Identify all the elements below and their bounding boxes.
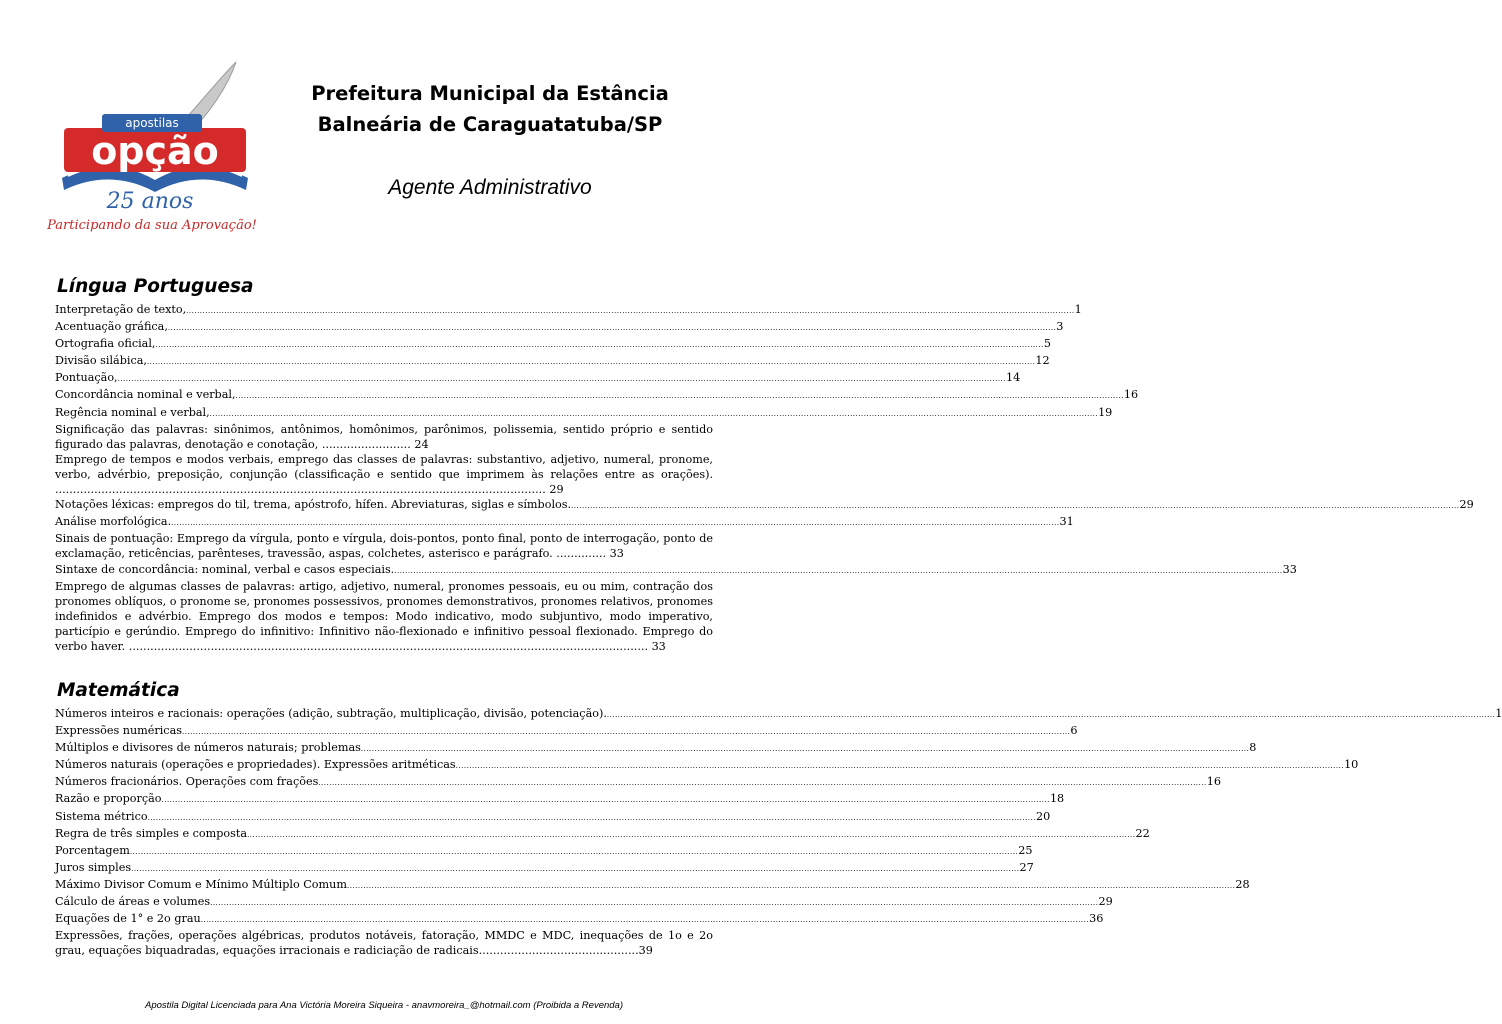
toc-entry: Significação das palavras: sinônimos, antônimos, homônimos, parônimos, polissemia, sentido próprio e sentido figurado das palavras, denotação e conotação, ......................... 24 bbox=[55, 422, 713, 451]
logo-brand-big: opção bbox=[91, 129, 219, 173]
toc-entry: Razão e proporção ..... 18 bbox=[55, 791, 713, 808]
toc-entry: Pontuação, ..... 14 bbox=[55, 370, 713, 387]
title-line-1: Prefeitura Municipal da Estância bbox=[311, 82, 669, 105]
toc-entry: Cálculo de áreas e volumes ..... 29 bbox=[55, 894, 713, 911]
toc-entry: Sintaxe de concordância: nominal, verbal e casos especiais. ..... 33 bbox=[55, 562, 713, 579]
toc-entry: Porcentagem ..... 25 bbox=[55, 843, 713, 860]
toc-entry: Sinais de pontuação: Emprego da vírgula, ponto e vírgula, dois-pontos, ponto final, ponto de interrogação, ponto de exclamação, reticências, parênteses, travessão, aspas, colchetes, asterisco e parágrafo. .............. 33 bbox=[55, 532, 713, 561]
section-title-portugues: Língua Portuguesa bbox=[57, 276, 254, 297]
toc-entry: Acentuação gráfica, ..... 3 bbox=[55, 319, 713, 336]
toc-entry: Números inteiros e racionais: operações (adição, subtração, multiplicação, divisão, potenciação). ..... 1 bbox=[55, 706, 713, 723]
logo-brand-small: apostilas bbox=[125, 116, 179, 130]
toc-entry: Expressões, frações, operações algébricas, produtos notáveis, fatoração, MMDC e MDC, inequações de 1o e 2o grau, equações biquadradas, equações irracionais e radiciação de radicais.............................................39 bbox=[55, 929, 713, 958]
toc-entry: Expressões numéricas ..... 6 bbox=[55, 723, 713, 740]
logo-tagline: Participando da sua Aprovação! bbox=[47, 218, 257, 233]
toc-entry: Notações léxicas: empregos do til, trema, apóstrofo, hífen. Abreviaturas, siglas e símbolos. ..... 29 bbox=[55, 497, 713, 514]
section-title-matematica: Matemática bbox=[57, 680, 180, 701]
toc-entry: Regência nominal e verbal, ..... 19 bbox=[55, 405, 713, 422]
document-title bbox=[270, 78, 710, 140]
toc-portugues bbox=[55, 302, 1474, 654]
document-subtitle: Agente Administrativo bbox=[388, 176, 592, 199]
toc-entry: Análise morfológica. ..... 31 bbox=[55, 514, 713, 531]
toc-entry: Emprego de algumas classes de palavras: artigo, adjetivo, numeral, pronomes pessoais, eu ou mim, contração dos pronomes oblíquos, o pronome se, pronomes possessivos, pronomes demonstrativos, pronomes relativos, pronomes indefinidos e advérbio. Emprego dos modos e tempos: Modo indicativo, modo subjuntivo, modo imperativo, particípio e gerúndio. Emprego do infinitivo: Infinitivo não-flexionado e infinitivo pessoal flexionado. Emprego do verbo haver. .................................................................................................................................................. 33 bbox=[55, 579, 713, 653]
toc-entry: Sistema métrico ..... 20 bbox=[55, 809, 713, 826]
toc-entry: Interpretação de texto, ..... 1 bbox=[55, 302, 713, 319]
toc-entry: Regra de três simples e composta ..... 22 bbox=[55, 826, 713, 843]
toc-entry: Divisão silábica, ..... 12 bbox=[55, 353, 713, 370]
toc-entry: Juros simples ..... 27 bbox=[55, 860, 713, 877]
toc-entry: Múltiplos e divisores de números naturais; problemas ..... 8 bbox=[55, 740, 713, 757]
toc-entry: Máximo Divisor Comum e Mínimo Múltiplo Comum ..... 28 bbox=[55, 877, 713, 894]
toc-entry: Emprego de tempos e modos verbais, emprego das classes de palavras: substantivo, adjetivo, numeral, pronome, verbo, advérbio, preposição, conjunção (classificação e sentido que imprimem às relações entre as orações). .......................................................................................................................................... 29 bbox=[55, 452, 713, 497]
logo-years: 25 anos bbox=[106, 189, 194, 214]
toc-entry: Números naturais (operações e propriedades). Expressões aritméticas ..... 10 bbox=[55, 757, 713, 774]
license-footer: Apostila Digital Licenciada para Ana Victória Moreira Siqueira - anavmoreira_@hotmail.com (Proibida a Revenda) bbox=[144, 1000, 623, 1011]
toc-matematica bbox=[55, 706, 1502, 958]
toc-entry: Equações de 1° e 2o grau ..... 36 bbox=[55, 911, 713, 928]
publisher-logo bbox=[47, 58, 260, 238]
title-line-2: Balneária de Caraguatatuba/SP bbox=[317, 113, 663, 136]
toc-entry: Números fracionários. Operações com frações ..... 16 bbox=[55, 774, 713, 791]
toc-entry: Concordância nominal e verbal, ..... 16 bbox=[55, 387, 713, 404]
toc-entry: Ortografia oficial, ..... 5 bbox=[55, 336, 713, 353]
